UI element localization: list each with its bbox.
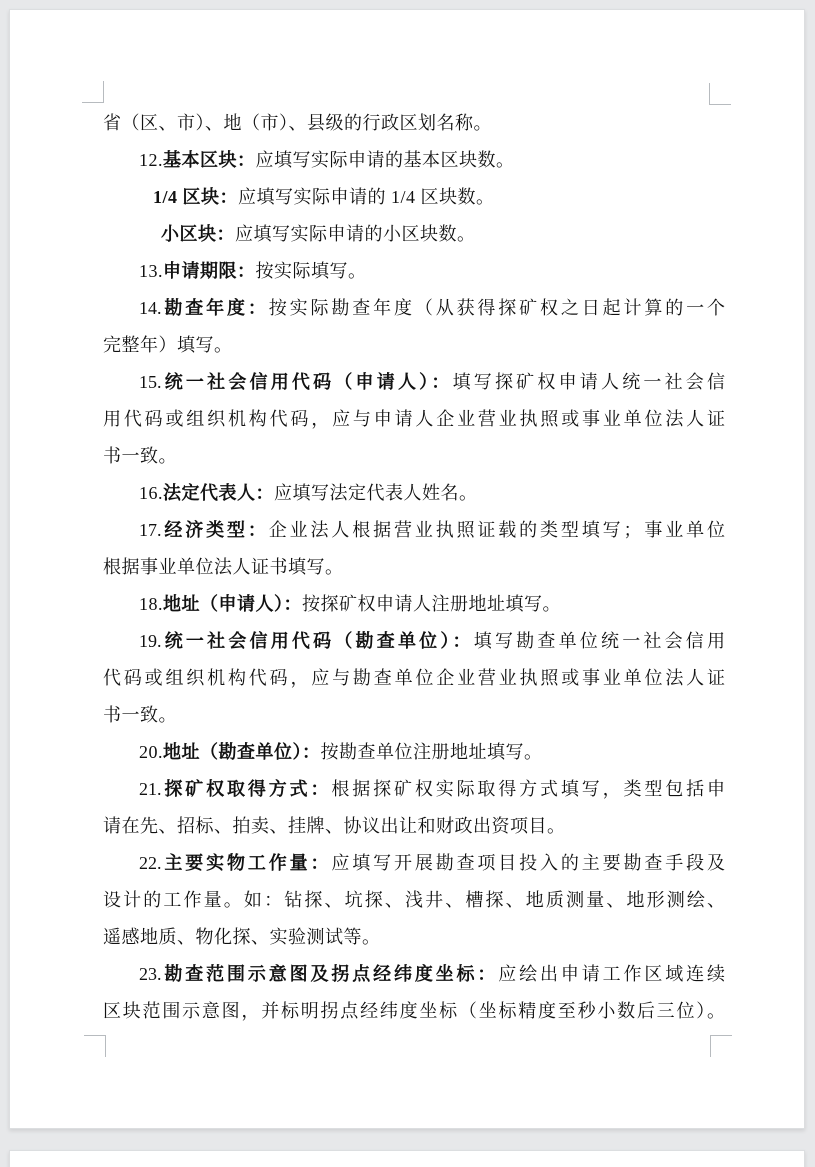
text-run: 16.	[139, 483, 163, 503]
document-page-2-top-edge	[9, 1150, 805, 1167]
text-line	[103, 438, 725, 475]
term-label: 基本区块：	[163, 150, 256, 170]
text-run: 17.	[139, 520, 162, 540]
text-run: 13.	[139, 261, 163, 281]
text-run: 按实际勘查年度（从获得探矿权之日起计算的一个	[268, 298, 725, 318]
text-run: 18.	[139, 594, 163, 614]
term-label: 申请期限：	[163, 261, 256, 281]
text-run: 应填写实际申请的 1/4 区块数。	[238, 187, 495, 207]
text-line	[103, 549, 725, 586]
text-line	[103, 290, 725, 327]
text-line	[103, 734, 725, 771]
text-run: 设计的工作量。如：钻探、坑探、浅井、槽探、地质测量、地形测绘、	[103, 890, 725, 910]
text-run: 19.	[139, 631, 162, 651]
text-run: 根据事业单位法人证书填写。	[103, 557, 344, 577]
text-boundary-mark-bottom-right	[710, 1035, 732, 1057]
text-run: 21.	[139, 779, 162, 799]
term-label: 勘查范围示意图及拐点经纬度坐标：	[161, 964, 499, 984]
text-line	[103, 216, 725, 253]
text-run: 书一致。	[103, 705, 177, 725]
text-line	[103, 327, 725, 364]
term-label: 小区块：	[161, 224, 235, 244]
text-boundary-mark-bottom-left	[84, 1035, 106, 1057]
text-line	[103, 475, 725, 512]
text-line	[103, 253, 725, 290]
text-boundary-mark-top-left	[82, 81, 104, 103]
text-run: 22.	[139, 853, 162, 873]
text-line	[103, 956, 725, 993]
text-run: 应填写开展勘查项目投入的主要勘查手段及	[331, 853, 725, 873]
text-run: 填写勘查单位统一社会信用	[473, 631, 725, 651]
text-run: 省（区、市）、地（市）、县级的行政区划名称。	[103, 113, 492, 133]
text-run: 请在先、招标、拍卖、挂牌、协议出让和财政出资项目。	[103, 816, 566, 836]
text-line	[103, 771, 725, 808]
term-label: 地址（勘查单位）：	[163, 742, 321, 762]
text-run: 应填写实际申请的小区块数。	[235, 224, 476, 244]
text-run: 根据探矿权实际取得方式填写，类型包括申	[331, 779, 725, 799]
text-line	[103, 401, 725, 438]
text-run: 应填写法定代表人姓名。	[274, 483, 478, 503]
text-line	[103, 623, 725, 660]
text-run: 14.	[139, 298, 162, 318]
text-line	[103, 697, 725, 734]
text-line	[103, 179, 725, 216]
text-line	[103, 364, 725, 401]
text-line	[103, 142, 725, 179]
text-line	[103, 808, 725, 845]
text-run: 完整年）填写。	[103, 335, 233, 355]
term-label: 主要实物工作量：	[161, 853, 332, 873]
text-run: 应绘出申请工作区域连续	[498, 964, 725, 984]
text-line	[103, 512, 725, 549]
text-line	[103, 919, 725, 956]
term-label: 1/4 区块：	[153, 187, 239, 207]
text-run: 20.	[139, 742, 163, 762]
text-run: 按实际填写。	[255, 261, 367, 281]
text-run: 用代码或组织机构代码，应与申请人企业营业执照或事业单位法人证	[103, 409, 725, 429]
term-label: 勘查年度：	[161, 298, 269, 318]
text-run: 区块范围示意图，并标明拐点经纬度坐标（坐标精度至秒小数后三位）。	[103, 1001, 725, 1021]
text-run: 书一致。	[103, 446, 177, 466]
text-run: 23.	[139, 964, 162, 984]
text-run: 12.	[139, 150, 163, 170]
term-label: 经济类型：	[161, 520, 269, 540]
text-run: 遥感地质、物化探、实验测试等。	[103, 927, 381, 947]
text-line	[103, 882, 725, 919]
text-run: 企业法人根据营业执照证载的类型填写；事业单位	[268, 520, 725, 540]
text-line	[103, 586, 725, 623]
term-label: 地址（申请人）：	[163, 594, 302, 614]
text-run: 按勘查单位注册地址填写。	[320, 742, 543, 762]
term-label: 统一社会信用代码（勘查单位）：	[161, 631, 474, 651]
text-line	[103, 660, 725, 697]
text-run: 15.	[139, 372, 162, 392]
text-boundary-mark-top-right	[709, 83, 731, 105]
text-run: 按探矿权申请人注册地址填写。	[302, 594, 561, 614]
text-run: 填写探矿权申请人统一社会信	[452, 372, 725, 392]
term-label: 法定代表人：	[163, 483, 274, 503]
text-block	[103, 105, 725, 1030]
text-line	[103, 993, 725, 1030]
term-label: 探矿权取得方式：	[161, 779, 332, 799]
text-run: 应填写实际申请的基本区块数。	[255, 150, 515, 170]
text-line	[103, 845, 725, 882]
term-label: 统一社会信用代码（申请人）：	[161, 372, 453, 392]
document-page-1	[9, 9, 805, 1129]
text-line	[103, 105, 725, 142]
text-run: 代码或组织机构代码，应与勘查单位企业营业执照或事业单位法人证	[103, 668, 725, 688]
